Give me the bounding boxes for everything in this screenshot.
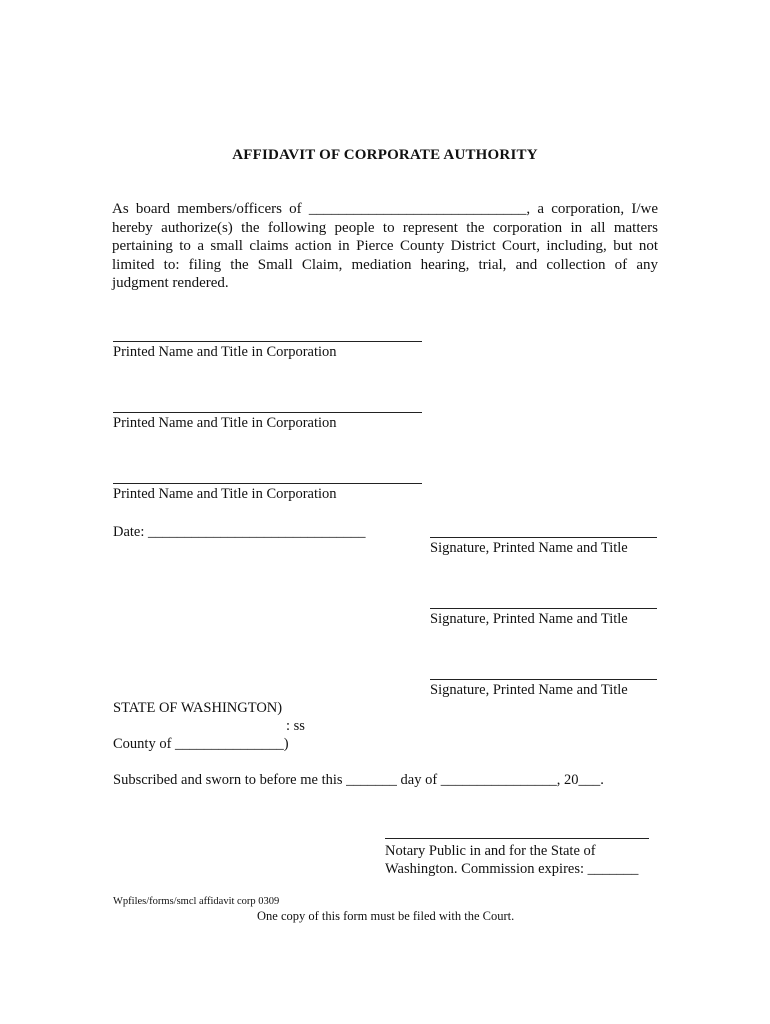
signature-label: Signature, Printed Name and Title: [430, 682, 628, 698]
venue-county-field[interactable]: County of _______________): [113, 736, 289, 752]
notary-line-1: Notary Public in and for the State of: [385, 843, 596, 859]
paragraph-line: hereby authorize(s) the following people to represent the corporation in all matters: [112, 219, 658, 236]
representative-name-line[interactable]: [113, 483, 422, 484]
subscribed-sworn-line[interactable]: Subscribed and sworn to before me this _______ day of ________________, 20___.: [113, 772, 604, 788]
representative-name-line[interactable]: [113, 341, 422, 342]
signature-line[interactable]: [430, 537, 657, 538]
paragraph-line: judgment rendered.: [112, 275, 229, 291]
venue-state: STATE OF WASHINGTON): [113, 700, 283, 716]
notary-line-2[interactable]: Washington. Commission expires: _______: [385, 861, 639, 877]
file-reference: Wpfiles/forms/smcl affidavit corp 0309: [113, 896, 280, 907]
representative-label: Printed Name and Title in Corporation: [113, 344, 337, 360]
paragraph-line: As board members/officers of _____________________________, a corporation, I/we: [112, 201, 658, 217]
venue-ss: : ss: [286, 718, 305, 734]
filing-note: One copy of this form must be filed with the Court.: [257, 909, 515, 923]
signature-label: Signature, Printed Name and Title: [430, 611, 628, 627]
representative-label: Printed Name and Title in Corporation: [113, 415, 337, 431]
authorization-paragraph: [112, 200, 658, 293]
paragraph-line: pertaining to a small claims action in Pierce County District Court, including, but not: [112, 238, 658, 254]
representative-name-line[interactable]: [113, 412, 422, 413]
paragraph-line: limited to: filing the Small Claim, mediation hearing, trial, and collection of any: [112, 256, 658, 273]
notary-signature-line[interactable]: [385, 838, 649, 839]
signature-line[interactable]: [430, 608, 657, 609]
date-field[interactable]: Date: ______________________________: [113, 524, 366, 540]
document-title: AFFIDAVIT OF CORPORATE AUTHORITY: [232, 147, 538, 163]
representative-label: Printed Name and Title in Corporation: [113, 486, 337, 502]
signature-line[interactable]: [430, 679, 657, 680]
signature-label: Signature, Printed Name and Title: [430, 540, 628, 556]
